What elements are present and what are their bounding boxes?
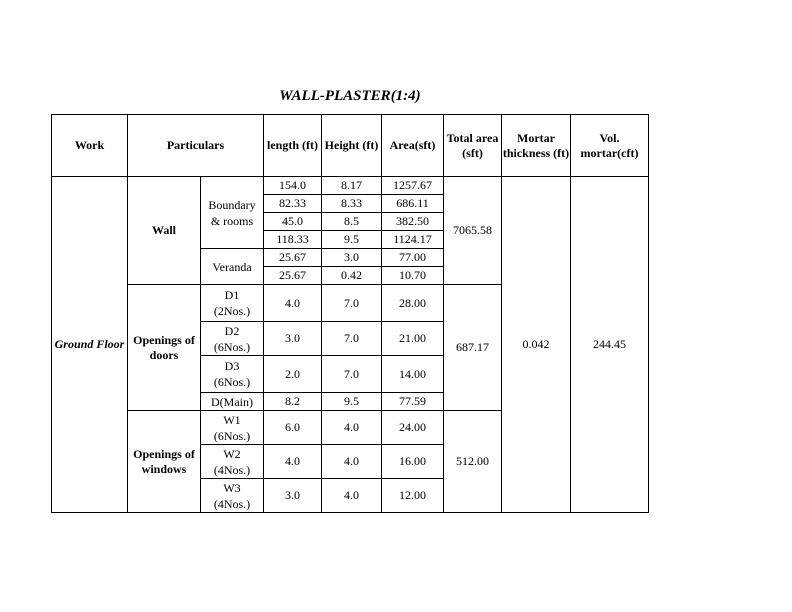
- height-cell: 7.0: [322, 356, 382, 393]
- area-cell: 24.00: [382, 411, 444, 445]
- area-cell: 686.11: [382, 195, 444, 213]
- group-name: Openings of windows: [128, 411, 201, 513]
- length-cell: 3.0: [264, 479, 322, 513]
- height-cell: 9.5: [322, 231, 382, 249]
- length-cell: 8.2: [264, 393, 322, 411]
- wall-plaster-table: [51, 114, 649, 513]
- length-cell: 118.33: [264, 231, 322, 249]
- length-cell: 3.0: [264, 322, 322, 356]
- subgroup-label: W3 (4Nos.): [201, 479, 264, 513]
- table-title: WALL-PLASTER(1:4): [279, 88, 421, 104]
- area-cell: 382.50: [382, 213, 444, 231]
- subgroup-label: D2 (6Nos.): [201, 322, 264, 356]
- total-area-cell: 7065.58: [444, 177, 502, 285]
- header-vol-mortar: Vol. mortar(cft): [571, 115, 649, 177]
- height-cell: 9.5: [322, 393, 382, 411]
- area-cell: 10.70: [382, 267, 444, 285]
- header-total-area: Total area (sft): [444, 115, 502, 177]
- length-cell: 4.0: [264, 285, 322, 322]
- height-cell: 4.0: [322, 411, 382, 445]
- subgroup-label: D3 (6Nos.): [201, 356, 264, 393]
- subgroup-label: Veranda: [201, 249, 264, 285]
- header-work: Work: [52, 115, 128, 177]
- area-cell: 21.00: [382, 322, 444, 356]
- height-cell: 7.0: [322, 322, 382, 356]
- area-cell: 77.59: [382, 393, 444, 411]
- group-name: Wall: [128, 177, 201, 285]
- header-particulars: Particulars: [128, 115, 264, 177]
- length-cell: 4.0: [264, 445, 322, 479]
- height-cell: 7.0: [322, 285, 382, 322]
- area-cell: 1124.17: [382, 231, 444, 249]
- vol-mortar-cell: 244.45: [571, 177, 649, 513]
- area-cell: 77.00: [382, 249, 444, 267]
- work-cell: Ground Floor: [52, 177, 128, 513]
- subgroup-label: W1 (6Nos.): [201, 411, 264, 445]
- height-cell: 4.0: [322, 445, 382, 479]
- length-cell: 82.33: [264, 195, 322, 213]
- total-area-cell: 687.17: [444, 285, 502, 411]
- header-row: [52, 115, 649, 177]
- height-cell: 3.0: [322, 249, 382, 267]
- area-cell: 28.00: [382, 285, 444, 322]
- group-name: Openings of doors: [128, 285, 201, 411]
- header-mortar-thickness: Mortar thickness (ft): [502, 115, 571, 177]
- table-row: [52, 177, 649, 195]
- area-cell: 12.00: [382, 479, 444, 513]
- header-area: Area(sft): [382, 115, 444, 177]
- header-height: Height (ft): [322, 115, 382, 177]
- header-length: length (ft): [264, 115, 322, 177]
- length-cell: 25.67: [264, 267, 322, 285]
- length-cell: 154.0: [264, 177, 322, 195]
- height-cell: 8.5: [322, 213, 382, 231]
- total-area-cell: 512.00: [444, 411, 502, 513]
- subgroup-label: W2 (4Nos.): [201, 445, 264, 479]
- mortar-thickness-cell: 0.042: [502, 177, 571, 513]
- length-cell: 2.0: [264, 356, 322, 393]
- length-cell: 45.0: [264, 213, 322, 231]
- height-cell: 4.0: [322, 479, 382, 513]
- subgroup-label: D1 (2Nos.): [201, 285, 264, 322]
- height-cell: 0.42: [322, 267, 382, 285]
- area-cell: 16.00: [382, 445, 444, 479]
- length-cell: 6.0: [264, 411, 322, 445]
- length-cell: 25.67: [264, 249, 322, 267]
- area-cell: 14.00: [382, 356, 444, 393]
- subgroup-label: Boundary & rooms: [201, 177, 264, 249]
- height-cell: 8.33: [322, 195, 382, 213]
- height-cell: 8.17: [322, 177, 382, 195]
- area-cell: 1257.67: [382, 177, 444, 195]
- subgroup-label: D(Main): [201, 393, 264, 411]
